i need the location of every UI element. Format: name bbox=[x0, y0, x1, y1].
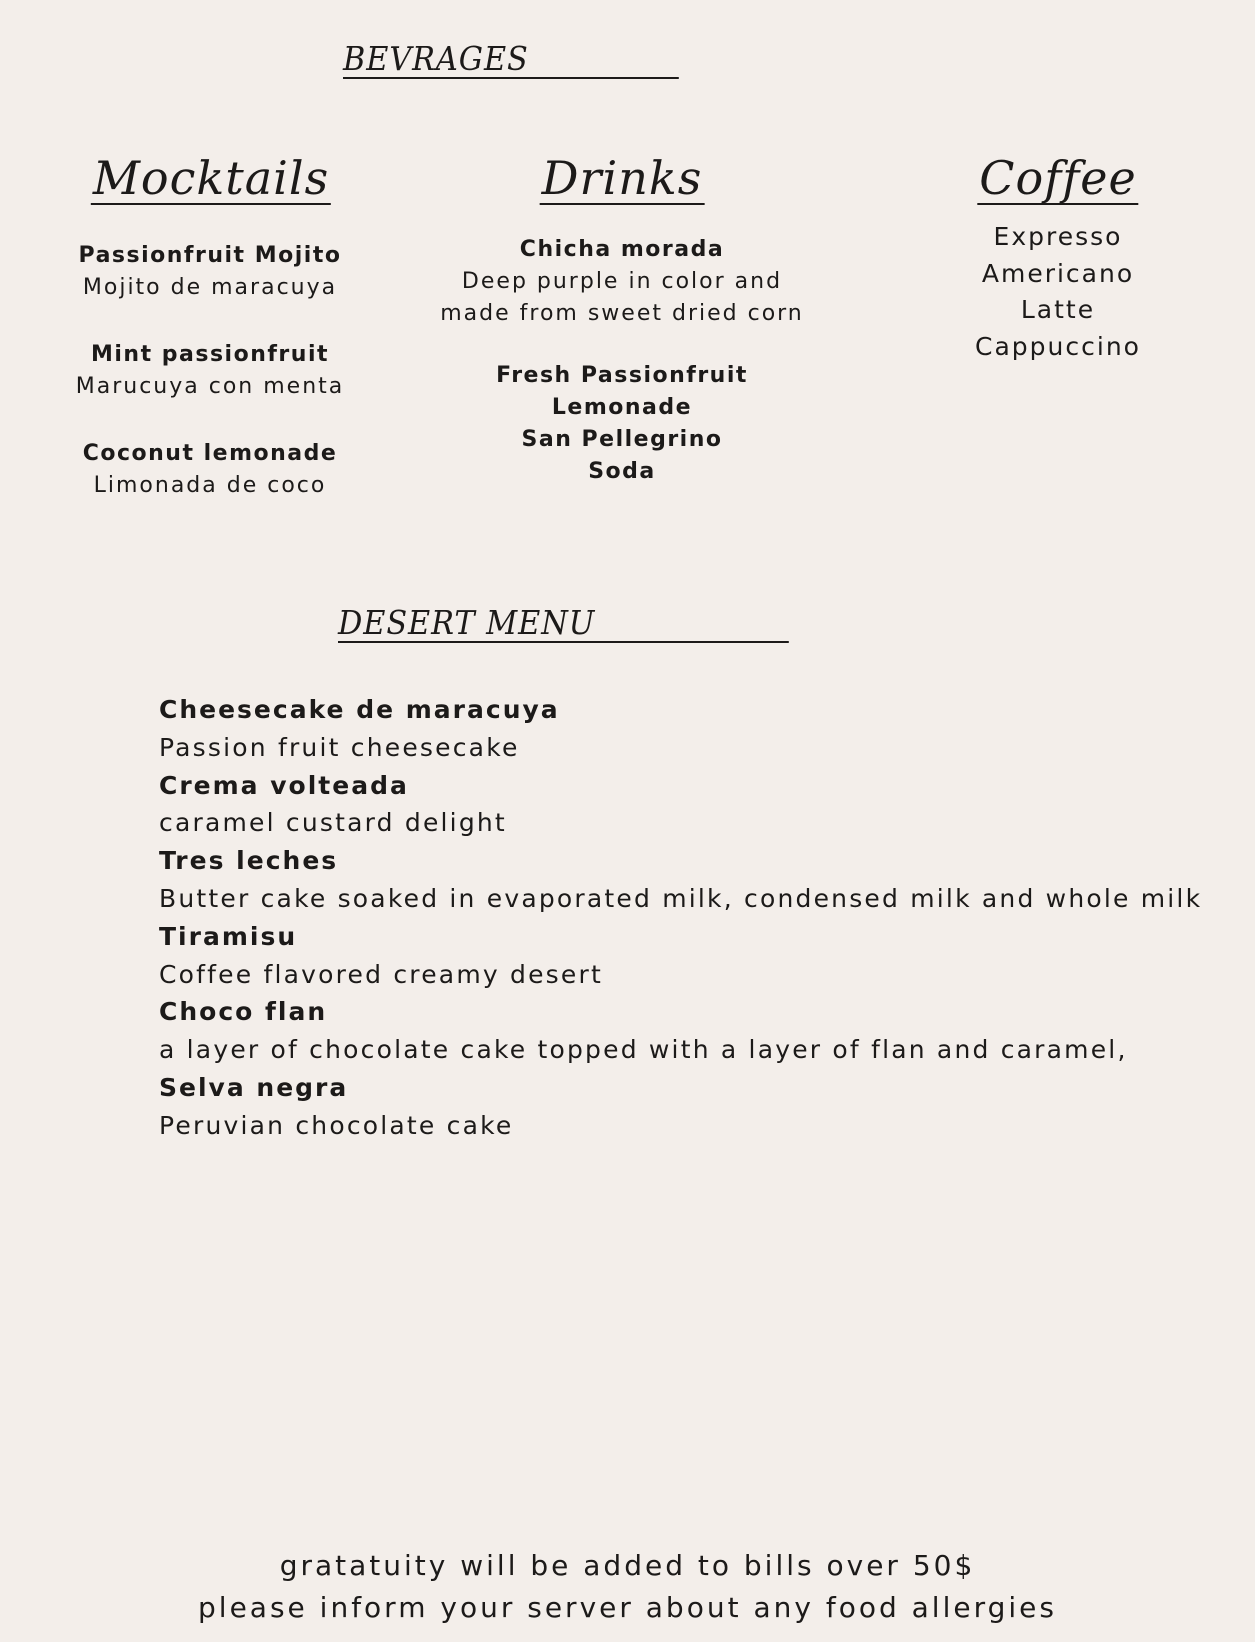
dessert-name: Tres leches bbox=[159, 846, 339, 876]
footer-allergies: please inform your server about any food allergies bbox=[198, 1591, 1057, 1624]
dessert-desc: Butter cake soaked in evaporated milk, condensed milk and whole milk bbox=[159, 883, 1203, 913]
coffee-item: Cappuccino bbox=[975, 331, 1141, 361]
dessert-title-text: DESERT MENU bbox=[338, 603, 596, 642]
dessert-desc: caramel custard delight bbox=[159, 808, 507, 838]
mocktail-item bbox=[76, 240, 345, 304]
drinks-list bbox=[440, 234, 804, 488]
coffee-item: Latte bbox=[1020, 295, 1096, 324]
dessert-name: Selva negra bbox=[159, 1072, 349, 1102]
coffee-list bbox=[975, 219, 1141, 365]
mocktail-item bbox=[76, 438, 345, 502]
drink-name: Soda bbox=[588, 459, 656, 484]
dessert-desc: Passion fruit cheesecake bbox=[159, 732, 520, 762]
coffee-item: Expresso bbox=[993, 222, 1123, 251]
dessert-name: Crema volteada bbox=[159, 770, 409, 800]
dessert-name: Choco flan bbox=[159, 997, 328, 1027]
mocktail-desc: Mojito de maracuya bbox=[82, 275, 338, 300]
drink-item bbox=[440, 360, 804, 488]
mocktail-desc: Marucuya con menta bbox=[75, 374, 345, 399]
mocktail-name: Passionfruit Mojito bbox=[78, 243, 342, 268]
mocktail-desc: Limonada de coco bbox=[93, 473, 327, 498]
coffee-item: Americano bbox=[981, 258, 1135, 288]
drink-name: Chicha morada bbox=[519, 237, 725, 262]
mocktails-list bbox=[76, 240, 345, 502]
coffee-heading: Coffee bbox=[979, 151, 1137, 205]
drink-name: Lemonade bbox=[551, 395, 693, 420]
mocktail-name: Mint passionfruit bbox=[90, 342, 329, 367]
mocktail-item bbox=[76, 339, 345, 403]
mocktail-name: Coconut lemonade bbox=[82, 441, 338, 466]
drink-item bbox=[440, 234, 804, 330]
dessert-title bbox=[338, 605, 789, 643]
dessert-desc: Peruvian chocolate cake bbox=[159, 1110, 514, 1140]
dessert-desc: Coffee flavored creamy desert bbox=[159, 959, 603, 989]
dessert-name: Cheesecake de maracuya bbox=[159, 695, 560, 724]
beverages-title-text: BEVRAGES bbox=[343, 39, 529, 78]
dessert-name: Tiramisu bbox=[159, 921, 298, 951]
beverages-title bbox=[343, 41, 679, 79]
drink-name: San Pellegrino bbox=[521, 427, 723, 452]
dessert-list bbox=[159, 691, 1202, 1145]
footer-gratuity: gratatuity will be added to bills over 50$ bbox=[279, 1549, 976, 1582]
drink-desc: made from sweet dried corn bbox=[440, 301, 804, 326]
mocktails-heading: Mocktails bbox=[92, 151, 330, 205]
footer-notice bbox=[0, 1545, 1255, 1629]
drink-desc: Deep purple in color and bbox=[461, 269, 783, 294]
drinks-heading: Drinks bbox=[541, 151, 703, 205]
dessert-desc: a layer of chocolate cake topped with a layer of flan and caramel, bbox=[159, 1035, 1128, 1065]
drink-name: Fresh Passionfruit bbox=[496, 363, 748, 388]
